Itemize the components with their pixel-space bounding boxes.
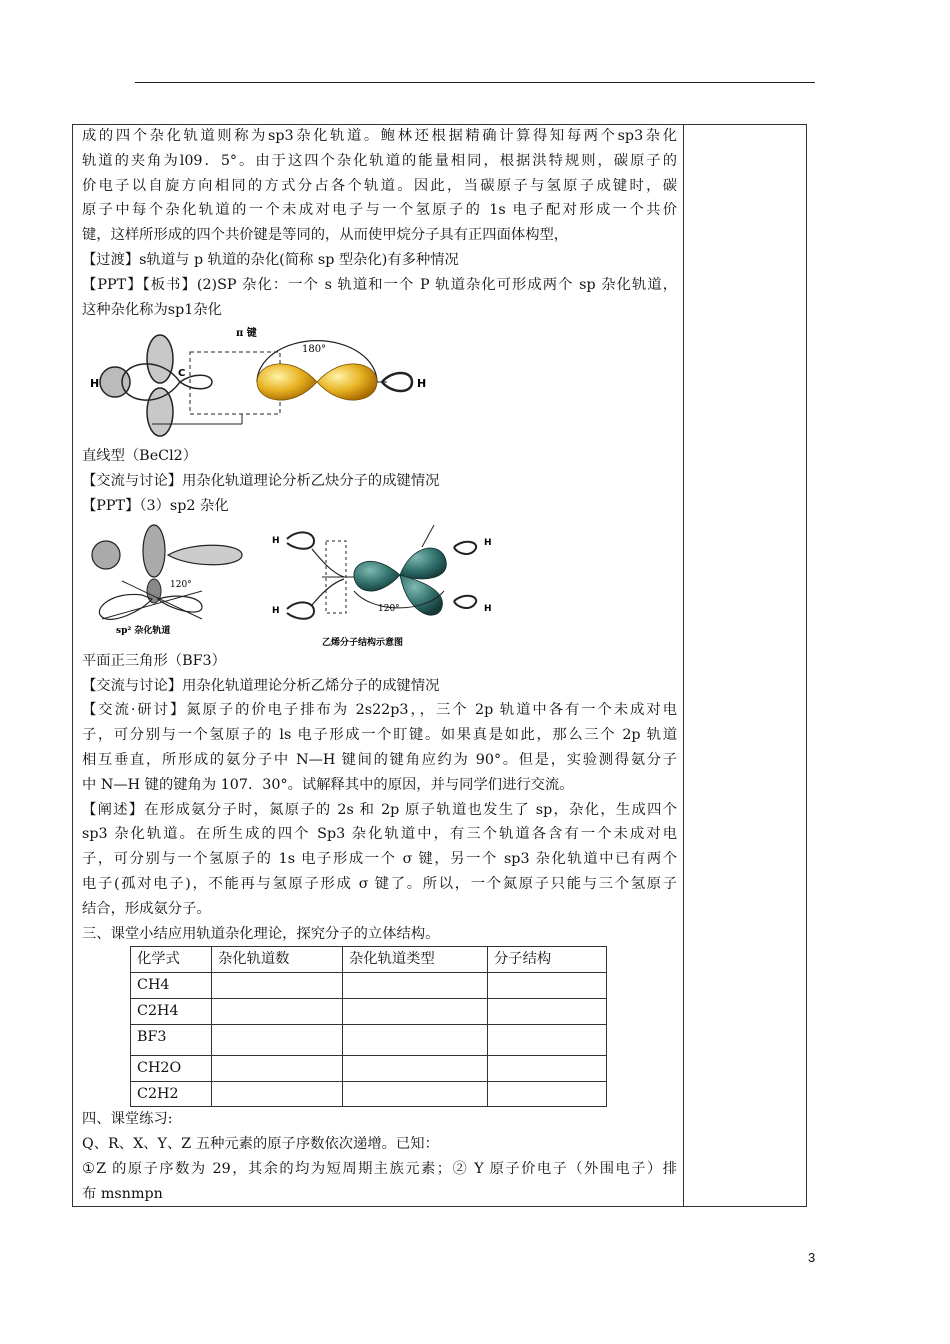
text-line: 结合，形成氨分子。: [82, 900, 211, 917]
table-cell: [488, 998, 607, 1024]
table-cell: CH4: [131, 973, 212, 999]
text-line: 原子中每个杂化轨道的一个未成对电子与一个氢原子的 1s 电子配对形成一个共价: [82, 202, 677, 219]
text-line: 平面正三角形（BF3）: [82, 652, 226, 669]
text-line: 布 msnmpn: [82, 1185, 163, 1202]
transition-line: 【过渡】s轨道与 p 轨道的杂化(简称 sp 型杂化)有多种情况: [82, 251, 459, 268]
caption-label: 乙烯分子结构示意图: [322, 637, 404, 648]
pi-bond-label: π 键: [236, 328, 257, 340]
table-row: [131, 973, 607, 999]
table-cell: [343, 1024, 488, 1055]
table-header-cell: 杂化轨道类型: [343, 947, 488, 973]
h-label: H: [417, 377, 427, 391]
table-cell: [488, 1055, 607, 1081]
table-cell: [212, 1024, 343, 1055]
table-cell: [343, 998, 488, 1024]
table-cell: [343, 1055, 488, 1081]
angle-label: 120°: [170, 579, 192, 590]
table-header-cell: 分子结构: [488, 947, 607, 973]
table-cell: [343, 973, 488, 999]
table-cell: [488, 1081, 607, 1107]
text-line: 键，这样所形成的四个共价键是等同的，从而使甲烷分子具有正四面体构型，: [82, 227, 569, 244]
sp2-hybrid-figure: [82, 521, 677, 649]
h-label: H: [484, 603, 492, 614]
text-line: Q、R、X、Y、Z 五种元素的原子序数依次递增。已知：: [82, 1136, 439, 1153]
summary-heading: 三、课堂小结应用轨道杂化理论，探究分子的立体结构。: [82, 925, 440, 942]
angle-label: 120°: [378, 603, 400, 614]
table-row: [131, 1024, 607, 1055]
table-cell: [488, 973, 607, 999]
sp-hybrid-figure: [82, 324, 677, 444]
text-line: 这种杂化称为sp1杂化: [82, 301, 222, 318]
text-line: 【PPT】（3）sp2 杂化: [82, 497, 229, 514]
h-label: H: [484, 537, 492, 548]
text-line: 子，可分别与一个氢原子的 ls 电子形成一个盯键。如果真是如此，那么三个 2p 轨道: [82, 727, 677, 744]
table-cell: C2H4: [131, 998, 212, 1024]
text-line: 子，可分别与一个氢原子的 1s 电子形成一个 σ 键，另一个 sp3 杂化轨道中已有两个: [82, 851, 677, 868]
table-cell: [488, 1024, 607, 1055]
text-line: 中 N—H 键的键角为 107．30°。试解释其中的原因，并与同学们进行交流。: [82, 776, 574, 793]
h-label: H: [272, 535, 280, 546]
table-cell: [212, 1055, 343, 1081]
practice-heading: 四、课堂练习:: [82, 1111, 173, 1128]
text-line: 【交流·研讨】氮原子的价电子排布为 2s22p3，，三个 2p 轨道中各有一个未成对电: [82, 702, 677, 719]
table-row: [131, 1055, 607, 1081]
table-header-cell: 化学式: [131, 947, 212, 973]
page-number: 3: [808, 1250, 816, 1265]
table-cell: [212, 998, 343, 1024]
text-line: 相互垂直，所形成的氨分子中 N—H 键间的键角应约为 90°。但是，实验测得氨分子: [82, 751, 677, 768]
text-line: 【阐述】在形成氨分子时，氮原子的 2s 和 2p 原子轨道也发生了 sp，杂化，生成四个: [82, 801, 677, 818]
table-row: [131, 998, 607, 1024]
table-cell: BF3: [131, 1024, 212, 1055]
table-header-cell: 杂化轨道数: [212, 947, 343, 973]
table-cell: [343, 1081, 488, 1107]
sp-hybrid-diagram: [82, 324, 442, 444]
text-line: 轨道的夹角为l09．5°。由于这四个杂化轨道的能量相同，根据洪特规则，碳原子的: [82, 152, 677, 169]
text-line: 【交流与讨论】用杂化轨道理论分析乙炔分子的成键情况: [82, 473, 440, 490]
column-divider: [683, 124, 684, 1207]
table-cell: CH2O: [131, 1055, 212, 1081]
text-line: sp3 杂化轨道。在所生成的四个 Sp3 杂化轨道中，有三个轨道各含有一个未成对电: [82, 826, 677, 843]
text-line: 价电子以自旋方向相同的方式分占各个轨道。因此，当碳原子与氢原子成键时，碳: [82, 177, 677, 194]
text-line: ①Z 的原子序数为 29，其余的均为短周期主族元素；② Y 原子价电子（外围电子）排: [82, 1160, 677, 1177]
text-line: 【PPT】【板书】(2)SP 杂化：一个 s 轨道和一个 P 轨道杂化可形成两个 sp 杂化轨道，: [82, 276, 677, 293]
caption-label: sp² 杂化轨道: [116, 625, 171, 636]
h-label: H: [90, 377, 100, 391]
text-line: 电子(孤对电子)，不能再与氢原子形成 σ 键了。所以，一个氮原子只能与三个氢原子: [82, 875, 677, 892]
angle-label: 180°: [302, 344, 327, 356]
summary-table: [130, 946, 607, 1107]
table-header-row: [131, 947, 607, 973]
header-rule: [135, 82, 815, 83]
text-line: 成的四个杂化轨道则称为sp3杂化轨道。鲍林还根据精确计算得知每两个sp3杂化: [82, 128, 677, 144]
table-cell: [212, 1081, 343, 1107]
main-content: [82, 124, 677, 1207]
c-label: C: [178, 368, 186, 380]
table-cell: [212, 973, 343, 999]
table-cell: C2H2: [131, 1081, 212, 1107]
h-label: H: [272, 605, 280, 616]
text-line: 直线型（BeCl2）: [82, 448, 198, 465]
sp2-hybrid-diagram: [82, 521, 502, 649]
text-line: 【交流与讨论】用杂化轨道理论分析乙烯分子的成键情况: [82, 677, 440, 694]
table-row: [131, 1081, 607, 1107]
